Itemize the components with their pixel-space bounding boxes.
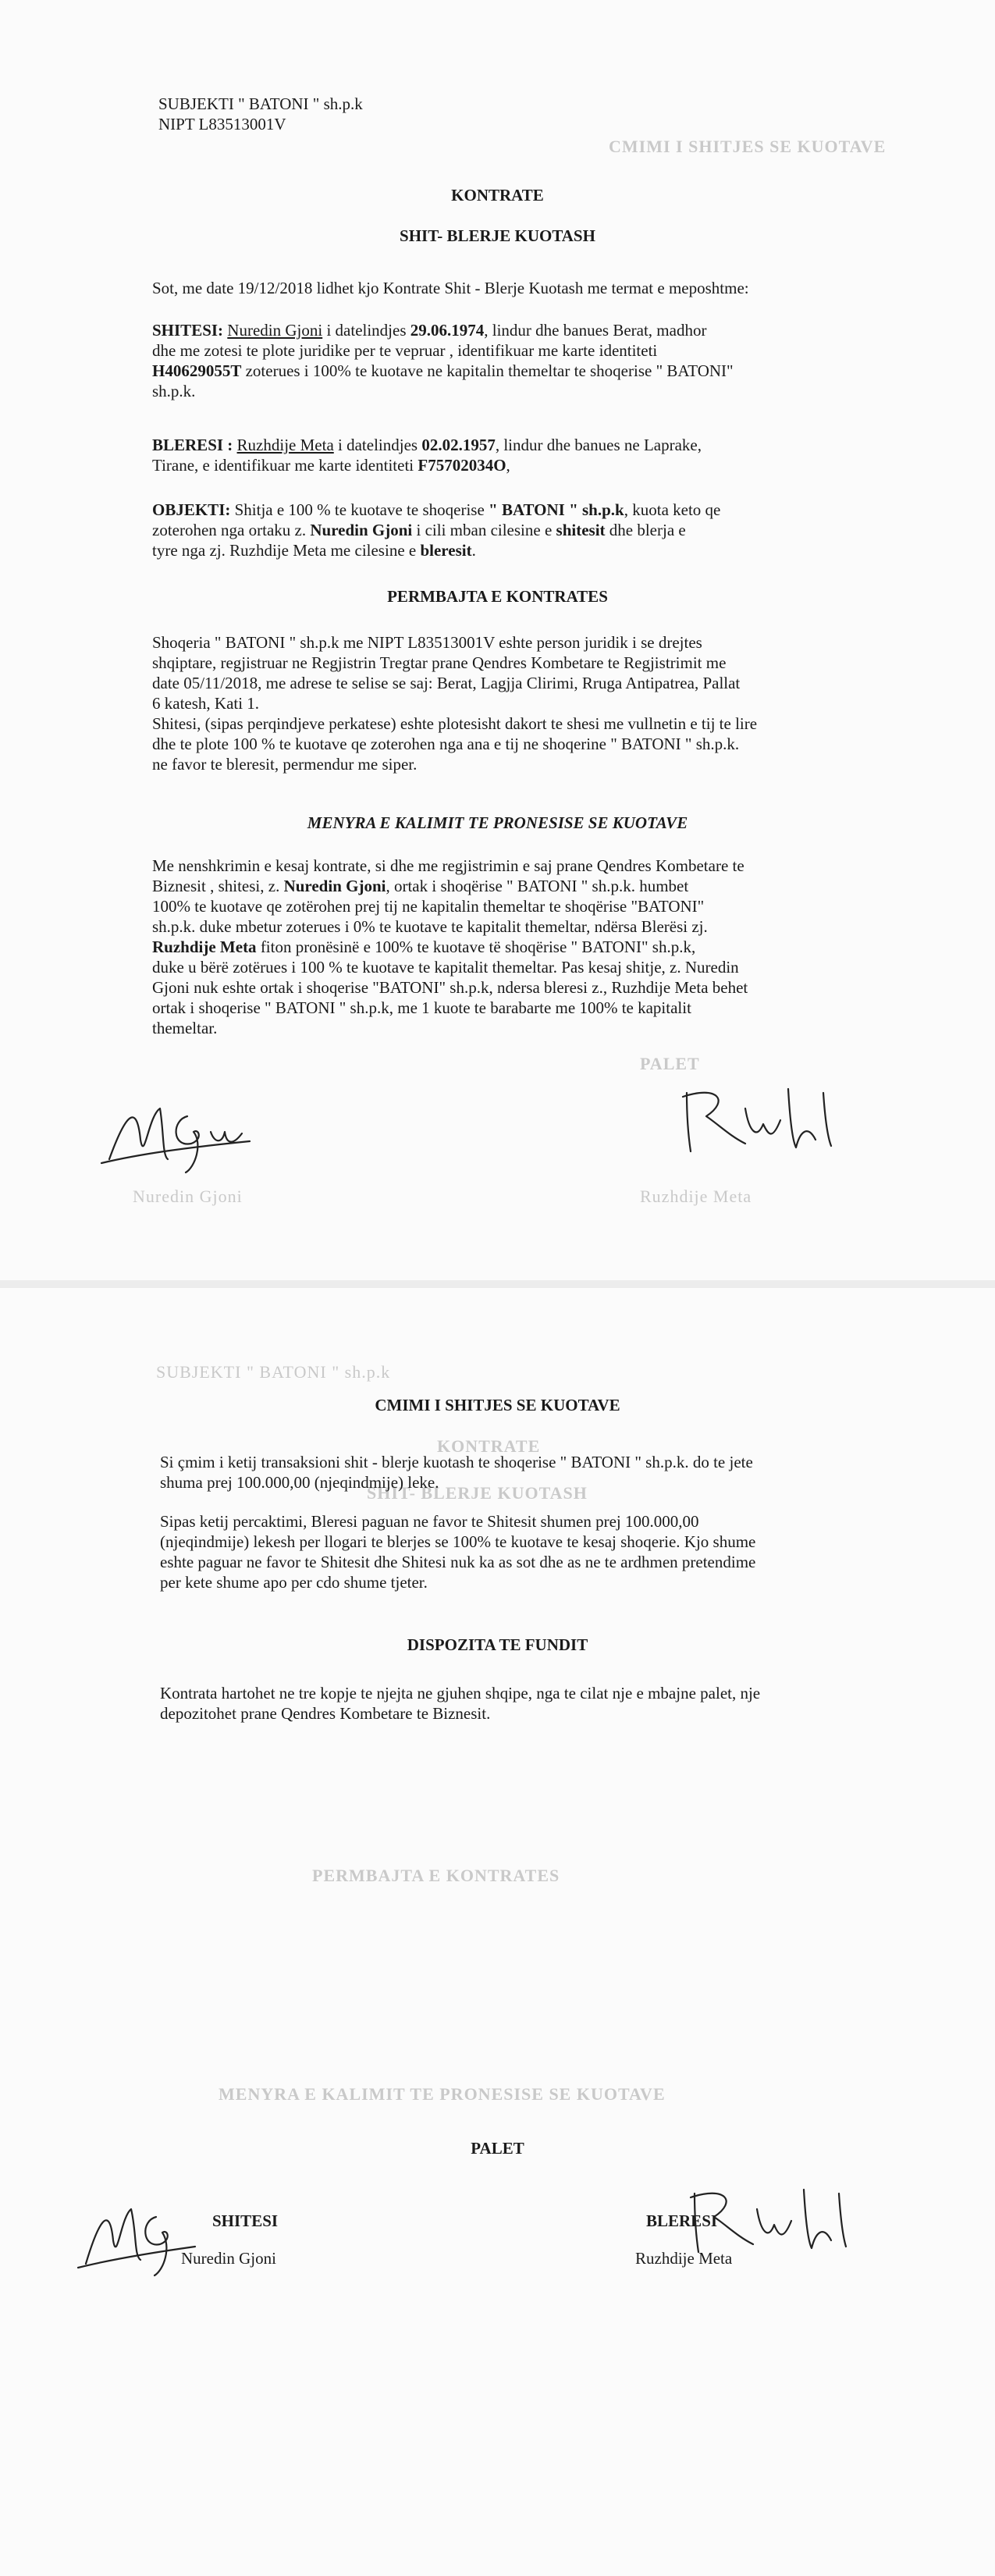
buyer-text: Tirane, e identifikuar me karte identiteti <box>152 456 418 475</box>
payment-paragraph <box>160 1511 878 1592</box>
seller-role: shitesit <box>556 521 606 539</box>
seller-name: Nuredin Gjoni <box>181 2249 276 2268</box>
company-subject: SUBJEKTI " BATONI " sh.p.k <box>158 94 363 113</box>
buyer-text: , <box>506 456 510 475</box>
bleed-through-text: Ruzhdije Meta <box>640 1187 752 1206</box>
seller-signature <box>94 1085 297 1179</box>
bleed-through-text: SUBJEKTI " BATONI " sh.p.k <box>156 1362 391 1382</box>
bleed-through-text: CMIMI I SHITJES SE KUOTAVE <box>609 137 887 156</box>
transfer-line: duke u bërë zotërues i 100 % te kuotave te kapitalit themeltar. Pas kesaj shitje, z. Nuredin <box>152 958 739 977</box>
transfer-line: ortak i shoqerise " BATONI " sh.p.k, me 1 kuote te barabarte me 100% te kapitalit <box>152 998 691 1017</box>
buyer-label: BLERESI <box>646 2211 718 2230</box>
seller-text: , lindur dhe banues Berat, madhor <box>484 321 707 340</box>
intro-paragraph: Sot, me date 19/12/2018 lidhet kjo Kontrate Shit - Blerje Kuotash me termat e meposhtme: <box>152 279 749 297</box>
seller-paragraph <box>152 320 855 401</box>
content-line: ne favor te bleresit, permendur me siper. <box>152 755 418 774</box>
seller-name: Nuredin Gjoni <box>227 321 323 340</box>
transfer-line: 100% te kuotave qe zotërohen prej tij ne kapitalin themeltar te shoqërise "BATONI" <box>152 897 705 916</box>
bleed-through-text: KONTRATE <box>437 1436 541 1456</box>
parties-title: PALET <box>471 2139 524 2158</box>
bleed-through-text: Nuredin Gjoni <box>133 1187 243 1206</box>
section-title-price: CMIMI I SHITJES SE KUOTAVE <box>375 1396 620 1414</box>
section-title-content: PERMBAJTA E KONTRATES <box>387 587 608 606</box>
transfer-text: Biznesit , shitesi, z. <box>152 877 284 895</box>
object-text: Shitja e 100 % te kuotave te shoqerise <box>230 500 489 519</box>
transfer-line: sh.p.k. duke mbetur zoterues i 0% te kuotave te kapitalit themeltar, ndërsa Blerësi zj. <box>152 917 708 936</box>
object-text: tyre nga zj. Ruzhdije Meta me cilesine e <box>152 541 421 560</box>
seller-label: SHITESI <box>212 2211 279 2230</box>
transfer-line: themeltar. <box>152 1019 218 1037</box>
contract-subtitle: SHIT- BLERJE KUOTASH <box>400 226 595 245</box>
buyer-paragraph <box>152 435 855 475</box>
payment-line: (njeqindmije) lekesh per llogari te blerjes se 100% te kuotave te kesaj shoqerie. Kjo shume <box>160 1532 756 1551</box>
final-line: Kontrata hartohet ne tre kopje te njejta ne gjuhen shqipe, nga te cilat nje e mbajne palet, nje <box>160 1684 761 1703</box>
content-line: Shitesi, (sipas perqindjeve perkatese) eshte plotesisht dakort te shesi me vullnetin e tij te lire <box>152 714 758 733</box>
company-nipt: NIPT L83513001V <box>158 115 286 133</box>
price-line: shuma prej 100.000,00 (njeqindmije) leke. <box>160 1473 439 1492</box>
seller-name-bold: Nuredin Gjoni <box>283 877 386 895</box>
payment-line: eshte paguar ne favor te Shitesit dhe Shitesi nuk ka as sot dhe as ne te ardhmen pretendime <box>160 1553 756 1571</box>
price-line: Si çmim i ketij transaksioni shit - blerje kuotash te shoqerise " BATONI " sh.p.k. do te jete <box>160 1453 753 1471</box>
content-line: date 05/11/2018, me adrese te selise se saj: Berat, Lagjja Clirimi, Rruga Antipatrea, Pallat <box>152 674 741 692</box>
transfer-text: , ortak i shoqërise " BATONI " sh.p.k. humbet <box>386 877 689 895</box>
buyer-id: F75702034O <box>418 456 506 475</box>
buyer-name: Ruzhdije Meta <box>236 436 334 454</box>
buyer-dob: 02.02.1957 <box>421 436 496 454</box>
transfer-paragraph <box>152 856 870 1038</box>
final-line: depozitohet prane Qendres Kombetare te Biznesit. <box>160 1704 491 1723</box>
seller-text: dhe me zotesi te plote juridike per te vepruar , identifikuar me karte identiteti <box>152 341 658 360</box>
object-paragraph <box>152 500 870 560</box>
contract-page-2 <box>0 1288 995 2576</box>
transfer-line: Gjoni nuk eshte ortak i shoqerise "BATONI" sh.p.k, ndersa bleresi z., Ruzhdije Meta behet <box>152 978 748 997</box>
bleed-through-text: SHIT- BLERJE KUOTASH <box>367 1483 588 1503</box>
transfer-text: fiton pronësinë e 100% te kuotave të shoqërise " BATONI" sh.p.k, <box>256 938 696 956</box>
buyer-name: Ruzhdije Meta <box>635 2249 733 2268</box>
content-line: Shoqeria " BATONI " sh.p.k me NIPT L83513001V eshte person juridik i se drejtes <box>152 633 702 652</box>
seller-name-bold: Nuredin Gjoni <box>310 521 413 539</box>
payment-line: per kete shume apo per cdo shume tjeter. <box>160 1573 428 1592</box>
contract-title: KONTRATE <box>451 186 544 205</box>
seller-dob: 29.06.1974 <box>410 321 485 340</box>
bleed-through-text: PERMBAJTA E KONTRATES <box>312 1866 560 1885</box>
section-title-final: DISPOZITA TE FUNDIT <box>407 1635 588 1654</box>
buyer-role: bleresit <box>420 541 472 560</box>
content-line: 6 katesh, Kati 1. <box>152 694 260 713</box>
payment-line: Sipas ketij percaktimi, Bleresi paguan ne favor te Shitesit shumen prej 100.000,00 <box>160 1512 699 1531</box>
seller-text: i datelindjes <box>322 321 410 340</box>
object-text: , kuota keto qe <box>624 500 721 519</box>
seller-signature <box>70 2186 226 2279</box>
seller-id: H40629055T <box>152 361 242 380</box>
final-paragraph <box>160 1683 878 1724</box>
page-gap <box>0 1280 995 1288</box>
object-text: . <box>471 541 476 560</box>
bleed-through-text: PALET <box>640 1054 700 1073</box>
buyer-signature <box>679 2178 858 2264</box>
content-paragraph <box>152 632 870 774</box>
seller-label: SHITESI: <box>152 321 224 340</box>
object-label: OBJEKTI: <box>152 500 231 519</box>
bleed-through-text: MENYRA E KALIMIT TE PRONESISE SE KUOTAVE <box>219 2084 666 2104</box>
object-text: zoterohen nga ortaku z. <box>152 521 311 539</box>
buyer-text: i datelindjes <box>333 436 422 454</box>
buyer-name-bold: Ruzhdije Meta <box>152 938 257 956</box>
buyer-text: , lindur dhe banues ne Laprake, <box>495 436 702 454</box>
object-text: dhe blerja e <box>605 521 686 539</box>
company-name: " BATONI " sh.p.k <box>489 500 624 519</box>
price-paragraph <box>160 1452 862 1493</box>
content-line: dhe te plote 100 % te kuotave qe zoterohen nga ana e tij ne shoqerine " BATONI " sh.p.k. <box>152 735 740 753</box>
transfer-line: Me nenshkrimin e kesaj kontrate, si dhe me regjistrimin e saj prane Qendres Kombetare te <box>152 856 744 875</box>
content-line: shqiptare, regjistruar ne Regjistrin Tregtar prane Qendres Kombetare te Regjistrimit me <box>152 653 727 672</box>
seller-text: zoterues i 100% te kuotave ne kapitalin themeltar te shoqerise " BATONI" <box>241 361 734 380</box>
seller-text: sh.p.k. <box>152 382 196 400</box>
buyer-signature <box>671 1077 851 1163</box>
section-title-transfer: MENYRA E KALIMIT TE PRONESISE SE KUOTAVE <box>307 813 688 832</box>
buyer-label: BLERESI : <box>152 436 233 454</box>
contract-page-1 <box>0 0 995 1280</box>
object-text: i cili mban cilesine e <box>412 521 556 539</box>
